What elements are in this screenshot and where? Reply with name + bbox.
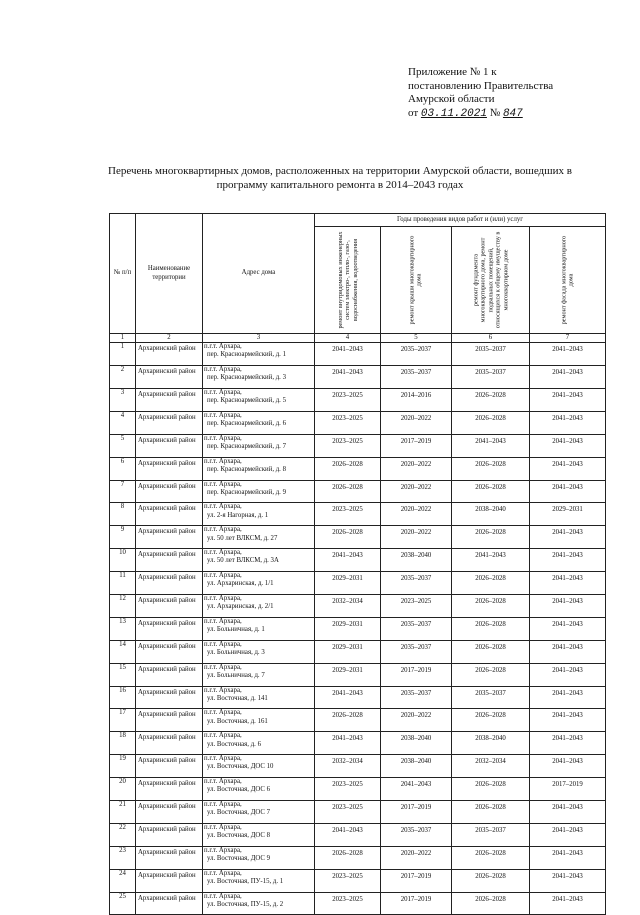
row-engineering-years: 2026–2028 [315,526,381,549]
header-num: № п/п [110,214,136,334]
address-line-2: ул. Восточная, ДОС 9 [207,855,270,862]
row-engineering-years: 2026–2028 [315,480,381,503]
row-roof-years: 2014–2016 [381,388,452,411]
header-col7 [452,227,530,334]
row-territory: Архаринский район [136,640,203,663]
table-row [110,732,606,755]
row-roof-years: 2020–2022 [381,846,452,869]
row-address [203,686,315,709]
table-row [110,892,606,915]
address-line-1: п.г.т. Архара, [204,617,242,625]
title-line-1: Перечень многоквартирных домов, расположенных на территории Амурской области, вошедших в [108,165,572,177]
row-engineering-years: 2026–2028 [315,846,381,869]
row-foundation-years: 2038–2040 [452,503,530,526]
row-number: 12 [110,595,136,618]
row-facade-years: 2041–2043 [530,572,606,595]
table-row [110,503,606,526]
row-foundation-years: 2035–2037 [452,686,530,709]
row-territory: Архаринский район [136,869,203,892]
table-row [110,572,606,595]
row-number: 6 [110,457,136,480]
address-line-1: п.г.т. Архара, [204,411,242,419]
header-col8 [530,227,606,334]
row-roof-years: 2017–2019 [381,434,452,457]
row-address [203,778,315,801]
row-engineering-years: 2041–2043 [315,366,381,389]
header-col5 [315,227,381,334]
address-line-2: пер. Красноармейский, д. 6 [207,420,286,428]
row-roof-years: 2041–2043 [381,778,452,801]
row-foundation-years: 2026–2028 [452,801,530,824]
document-title [80,164,600,192]
row-address [203,434,315,457]
row-roof-years: 2020–2022 [381,411,452,434]
row-facade-years: 2041–2043 [530,457,606,480]
row-facade-years: 2041–2043 [530,343,606,366]
row-foundation-years: 2035–2037 [452,343,530,366]
address-line-1: п.г.т. Архара, [204,801,242,809]
header-address: Адрес дома [203,214,315,334]
row-number: 8 [110,503,136,526]
address-line-2: ул. Восточная, д. 161 [207,717,268,725]
row-address [203,846,315,869]
row-facade-years: 2041–2043 [530,388,606,411]
row-engineering-years: 2041–2043 [315,686,381,709]
row-foundation-years: 2026–2028 [452,709,530,732]
row-address [203,343,315,366]
column-number: 4 [315,334,381,343]
row-territory: Архаринский район [136,801,203,824]
row-number: 13 [110,617,136,640]
table-row [110,778,606,801]
appendix-line-3: Амурской области [408,93,495,105]
row-territory: Архаринский район [136,663,203,686]
row-territory: Архаринский район [136,732,203,755]
row-number: 10 [110,549,136,572]
appendix-line-2: постановлению Правительства [408,79,554,92]
row-facade-years: 2041–2043 [530,823,606,846]
address-line-2: пер. Красноармейский, д. 1 [207,351,286,359]
row-engineering-years: 2023–2025 [315,892,381,915]
address-line-2: пер. Красноармейский, д. 3 [207,374,286,382]
row-number: 1 [110,343,136,366]
row-facade-years: 2041–2043 [530,617,606,640]
row-address [203,617,315,640]
appendix-date-prefix: от [408,106,419,119]
header-col8-text: ремонт фасада многоквартирного дома [560,235,575,325]
row-territory: Архаринский район [136,572,203,595]
address-line-2: ул. Восточная, ДОС 7 [207,809,270,817]
row-facade-years: 2041–2043 [530,549,606,572]
row-roof-years: 2035–2037 [381,366,452,389]
row-facade-years: 2041–2043 [530,595,606,618]
table-row [110,434,606,457]
row-facade-years: 2041–2043 [530,434,606,457]
row-foundation-years: 2032–2034 [452,755,530,778]
row-territory: Архаринский район [136,343,203,366]
table-row [110,663,606,686]
row-engineering-years: 2026–2028 [315,457,381,480]
row-roof-years: 2017–2019 [381,801,452,824]
row-number: 25 [110,892,136,915]
table-row [110,480,606,503]
address-line-2: пер. Красноармейский, д. 9 [207,488,286,496]
houses-table [109,213,606,915]
row-engineering-years: 2023–2025 [315,434,381,457]
row-facade-years: 2041–2043 [530,640,606,663]
row-engineering-years: 2029–2031 [315,640,381,663]
row-territory: Архаринский район [136,549,203,572]
table-row [110,595,606,618]
row-number: 9 [110,526,136,549]
row-roof-years: 2020–2022 [381,503,452,526]
row-territory: Архаринский район [136,846,203,869]
row-territory: Архаринский район [136,366,203,389]
column-number: 6 [452,334,530,343]
row-territory: Архаринский район [136,434,203,457]
row-foundation-years: 2026–2028 [452,480,530,503]
header-years: Годы проведения видов работ и (или) услуг [315,214,606,227]
row-foundation-years: 2026–2028 [452,411,530,434]
row-engineering-years: 2032–2034 [315,595,381,618]
row-roof-years: 2017–2019 [381,869,452,892]
row-number: 7 [110,480,136,503]
address-line-2: ул. Больничная, д. 3 [207,648,265,656]
table-row [110,366,606,389]
row-address [203,755,315,778]
address-line-1: п.г.т. Архара, [204,343,242,351]
row-engineering-years: 2029–2031 [315,617,381,640]
row-territory: Архаринский район [136,388,203,411]
row-engineering-years: 2023–2025 [315,869,381,892]
row-number: 20 [110,778,136,801]
address-line-2: ул. Восточная, ДОС 10 [207,763,274,771]
row-number: 14 [110,640,136,663]
appendix-line-4 [408,107,553,122]
row-foundation-years: 2035–2037 [452,823,530,846]
header-col5-text: ремонт внутридомовых инженерных систем электро-, тепло-, газо-, водоснабжения, водоотведения [336,231,359,329]
row-roof-years: 2035–2037 [381,640,452,663]
header-col7-text: ремонт фундамента многоквартирного дома, ремонт подвальных помещений, относящихся к общему имуществу в многоквартирном доме [471,231,509,329]
header-col6-text: ремонт крыши многоквартирного дома [408,235,423,325]
row-territory: Архаринский район [136,686,203,709]
table-row [110,343,606,366]
row-foundation-years: 2026–2028 [452,869,530,892]
address-line-1: п.г.т. Архара, [204,572,242,580]
table-row [110,388,606,411]
row-roof-years: 2035–2037 [381,686,452,709]
row-territory: Архаринский район [136,755,203,778]
address-line-1: п.г.т. Архара, [204,526,242,534]
row-facade-years: 2041–2043 [530,846,606,869]
row-address [203,640,315,663]
table-row [110,709,606,732]
row-territory: Архаринский район [136,823,203,846]
table-row [110,411,606,434]
row-engineering-years: 2023–2025 [315,388,381,411]
row-facade-years: 2041–2043 [530,709,606,732]
row-facade-years: 2041–2043 [530,366,606,389]
table-row [110,457,606,480]
row-engineering-years: 2041–2043 [315,823,381,846]
address-line-2: ул. 50 лет ВЛКСМ, д. 3А [207,557,279,565]
row-address [203,823,315,846]
table-row [110,549,606,572]
row-number: 16 [110,686,136,709]
row-roof-years: 2023–2025 [381,595,452,618]
row-engineering-years: 2041–2043 [315,732,381,755]
row-facade-years: 2041–2043 [530,480,606,503]
row-number: 4 [110,411,136,434]
address-line-2: ул. Восточная, д. 141 [207,694,268,702]
column-number: 3 [203,334,315,343]
row-foundation-years: 2026–2028 [452,595,530,618]
row-territory: Архаринский район [136,526,203,549]
row-address [203,411,315,434]
address-line-1: п.г.т. Архара, [204,755,242,763]
title-line-2: программу капитального ремонта в 2014–2043 годах [216,179,464,191]
row-foundation-years: 2041–2043 [452,549,530,572]
row-roof-years: 2017–2019 [381,663,452,686]
row-engineering-years: 2041–2043 [315,343,381,366]
address-line-2: ул. 50 лет ВЛКСМ, д. 27 [207,534,278,542]
address-line-1: п.г.т. Архара, [204,595,242,602]
row-roof-years: 2020–2022 [381,709,452,732]
row-facade-years: 2041–2043 [530,686,606,709]
row-roof-years: 2035–2037 [381,823,452,846]
row-number: 5 [110,434,136,457]
address-line-2: ул. Больничная, д. 1 [207,626,265,634]
column-number-row [110,334,606,343]
column-number: 5 [381,334,452,343]
row-number: 17 [110,709,136,732]
row-facade-years: 2041–2043 [530,892,606,915]
row-foundation-years: 2026–2028 [452,526,530,549]
row-facade-years: 2041–2043 [530,663,606,686]
row-address [203,480,315,503]
row-territory: Архаринский район [136,892,203,915]
appendix-block [408,66,553,121]
row-foundation-years: 2041–2043 [452,434,530,457]
row-number: 23 [110,846,136,869]
row-roof-years: 2017–2019 [381,892,452,915]
header-col6 [381,227,452,334]
address-line-1: п.г.т. Архара, [204,709,242,717]
address-line-1: п.г.т. Архара, [204,549,242,557]
row-address [203,457,315,480]
row-roof-years: 2035–2037 [381,572,452,595]
address-line-1: п.г.т. Архара, [204,686,242,694]
row-facade-years: 2041–2043 [530,801,606,824]
row-address [203,663,315,686]
row-number: 3 [110,388,136,411]
address-line-1: п.г.т. Архара, [204,640,242,648]
row-foundation-years: 2026–2028 [452,892,530,915]
address-line-1: п.г.т. Архара, [204,434,242,442]
row-roof-years: 2035–2037 [381,617,452,640]
row-facade-years: 2041–2043 [530,732,606,755]
row-engineering-years: 2041–2043 [315,549,381,572]
row-address [203,388,315,411]
row-address [203,801,315,824]
address-line-2: ул. 2-я Нагорная, д. 1 [207,511,269,519]
address-line-2: ул. Восточная, ПУ-15, д. 1 [207,877,284,885]
row-number: 21 [110,801,136,824]
appendix-number: 847 [502,107,523,120]
row-roof-years: 2038–2040 [381,755,452,778]
column-number: 2 [136,334,203,343]
row-roof-years: 2038–2040 [381,549,452,572]
row-foundation-years: 2026–2028 [452,640,530,663]
row-address [203,572,315,595]
row-engineering-years: 2023–2025 [315,778,381,801]
row-number: 22 [110,823,136,846]
appendix-line-1: Приложение № 1 к [408,66,497,78]
address-line-2: ул. Больничная, д. 7 [207,671,265,679]
row-territory: Архаринский район [136,778,203,801]
row-roof-years: 2020–2022 [381,457,452,480]
row-address [203,892,315,915]
row-foundation-years: 2038–2040 [452,732,530,755]
row-facade-years: 2041–2043 [530,869,606,892]
address-line-1: п.г.т. Архара, [204,457,242,465]
row-facade-years: 2041–2043 [530,755,606,778]
appendix-date: 03.11.2021 [420,107,487,120]
appendix-number-prefix: № [489,106,501,119]
row-foundation-years: 2026–2028 [452,778,530,801]
address-line-2: ул. Восточная, д. 6 [207,740,261,748]
row-address [203,732,315,755]
address-line-2: ул. Восточная, ПУ-15, д. 2 [207,900,284,908]
table-body [110,343,606,915]
address-line-2: пер. Красноармейский, д. 7 [207,442,286,450]
address-line-1: п.г.т. Архара, [204,663,242,671]
row-number: 18 [110,732,136,755]
row-territory: Архаринский район [136,503,203,526]
table-row [110,640,606,663]
row-address [203,526,315,549]
address-line-2: ул. Архаринская, д. 2/1 [207,603,274,611]
table-row [110,846,606,869]
row-foundation-years: 2035–2037 [452,366,530,389]
row-foundation-years: 2026–2028 [452,617,530,640]
table-row [110,755,606,778]
row-territory: Архаринский район [136,411,203,434]
row-address [203,366,315,389]
row-number: 19 [110,755,136,778]
row-engineering-years: 2023–2025 [315,503,381,526]
row-roof-years: 2035–2037 [381,343,452,366]
row-engineering-years: 2029–2031 [315,572,381,595]
address-line-1: п.г.т. Архара, [204,480,242,488]
address-line-2: ул. Восточная, ДОС 8 [207,832,270,840]
row-number: 11 [110,572,136,595]
table-row [110,801,606,824]
row-roof-years: 2020–2022 [381,526,452,549]
table-row [110,617,606,640]
table-row [110,823,606,846]
row-foundation-years: 2026–2028 [452,663,530,686]
row-territory: Архаринский район [136,595,203,618]
address-line-1: п.г.т. Архара, [204,366,242,374]
address-line-1: п.г.т. Архара, [204,778,242,786]
address-line-2: пер. Красноармейский, д. 5 [207,397,286,405]
row-foundation-years: 2026–2028 [452,572,530,595]
row-territory: Архаринский район [136,617,203,640]
address-line-1: п.г.т. Архара, [204,388,242,396]
row-address [203,503,315,526]
address-line-1: п.г.т. Архара, [204,503,242,511]
row-territory: Архаринский район [136,457,203,480]
row-facade-years: 2041–2043 [530,411,606,434]
column-number: 7 [530,334,606,343]
row-roof-years: 2038–2040 [381,732,452,755]
row-number: 24 [110,869,136,892]
row-engineering-years: 2023–2025 [315,411,381,434]
row-number: 2 [110,366,136,389]
row-foundation-years: 2026–2028 [452,388,530,411]
row-foundation-years: 2026–2028 [452,846,530,869]
row-address [203,549,315,572]
row-number: 15 [110,663,136,686]
row-engineering-years: 2026–2028 [315,709,381,732]
row-territory: Архаринский район [136,709,203,732]
table-row [110,526,606,549]
row-address [203,869,315,892]
row-engineering-years: 2029–2031 [315,663,381,686]
address-line-2: ул. Восточная, ДОС 6 [207,786,270,794]
address-line-1: п.г.т. Архара, [204,892,242,900]
row-address [203,595,315,618]
address-line-1: п.г.т. Архара, [204,846,242,854]
column-number: 1 [110,334,136,343]
table-row [110,869,606,892]
address-line-1: п.г.т. Архара, [204,823,242,831]
row-engineering-years: 2032–2034 [315,755,381,778]
row-facade-years: 2029–2031 [530,503,606,526]
address-line-2: ул. Архаринская, д. 1/1 [207,580,274,588]
row-address [203,709,315,732]
row-facade-years: 2041–2043 [530,526,606,549]
address-line-2: пер. Красноармейский, д. 8 [207,465,286,473]
table-row [110,686,606,709]
address-line-1: п.г.т. Архара, [204,732,242,740]
address-line-1: п.г.т. Архара, [204,869,242,877]
header-territory: Наименование территории [136,214,203,334]
row-roof-years: 2020–2022 [381,480,452,503]
row-engineering-years: 2023–2025 [315,801,381,824]
row-foundation-years: 2026–2028 [452,457,530,480]
row-facade-years: 2017–2019 [530,778,606,801]
row-territory: Архаринский район [136,480,203,503]
